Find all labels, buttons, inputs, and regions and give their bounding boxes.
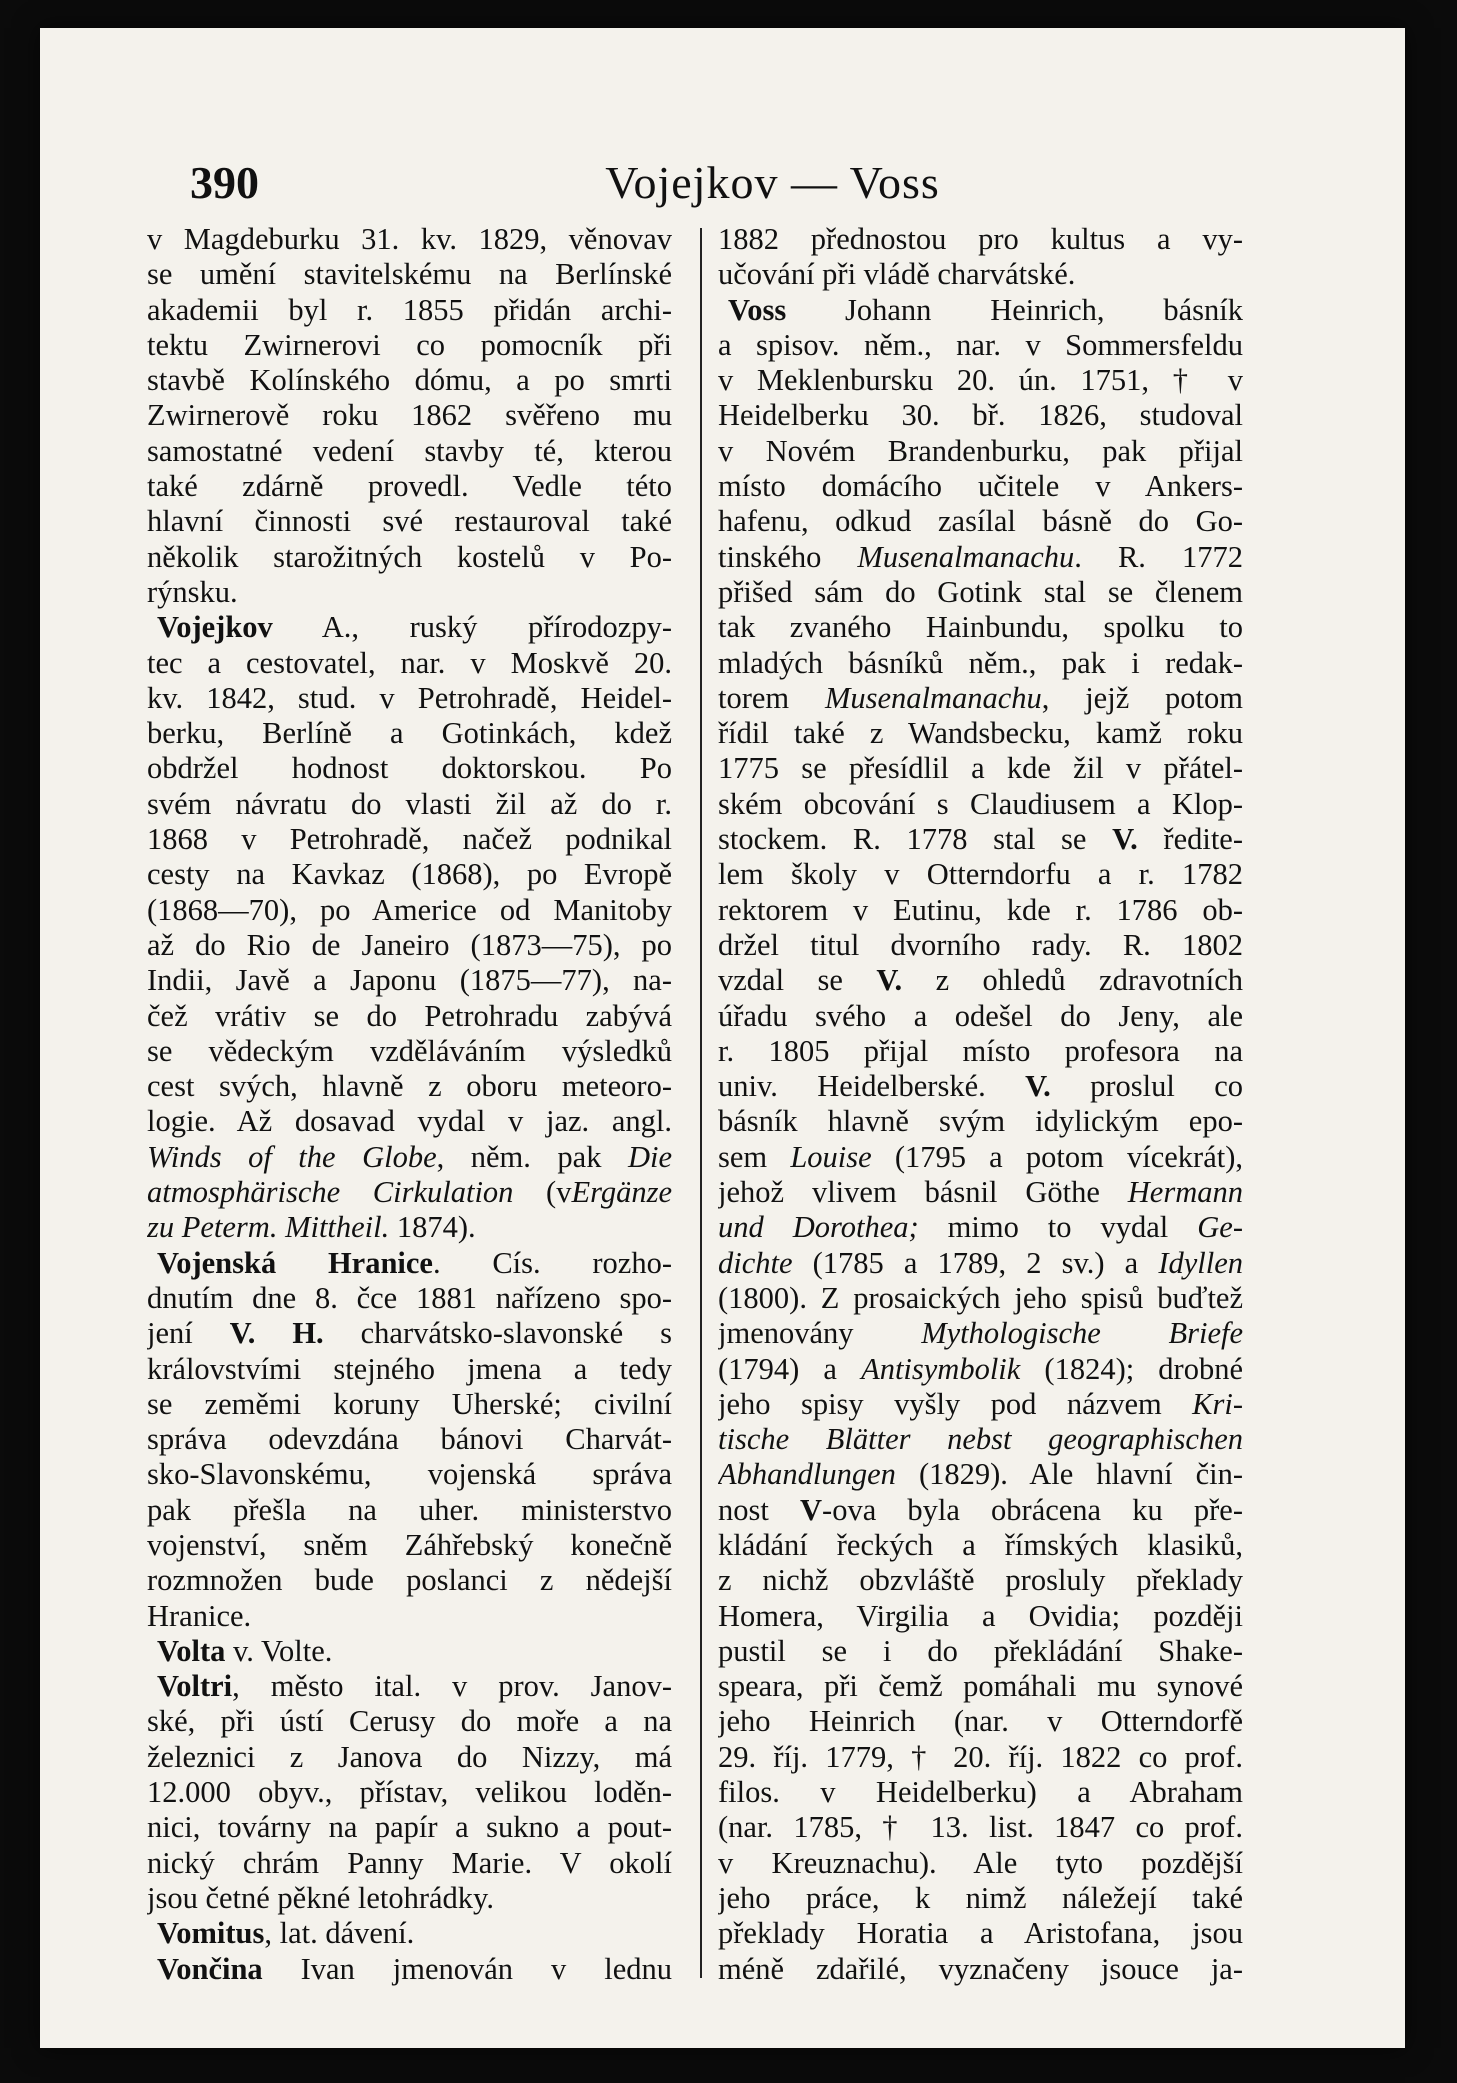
right-column-line: [718, 504, 1243, 539]
right-column-line: [718, 1281, 1243, 1316]
left-column-line: [147, 1104, 672, 1139]
text-run: v Kreuznachu). Ale tyto pozdější: [718, 1845, 1243, 1880]
text-run: stavbě Kolínského dómu, a po smrti: [147, 363, 672, 398]
right-column-line: [718, 1810, 1243, 1845]
right-column-line: [718, 328, 1243, 363]
italic-title: Ge-: [1197, 1210, 1243, 1245]
right-column-line: [718, 1952, 1243, 1987]
text-run: méně zdařilé, vyznačeny jsouce ja-: [718, 1951, 1243, 1986]
entry-headword: V. H.: [229, 1316, 324, 1351]
right-column-line: [718, 1069, 1243, 1104]
italic-title: Winds of the Globe: [147, 1139, 437, 1174]
text-run: (1785 a 1789, 2 sv.) a: [792, 1245, 1159, 1280]
right-column-line: [718, 434, 1243, 469]
text-run: jehož vlivem básnil Göthe: [718, 1175, 1128, 1210]
left-column-line: [147, 575, 672, 610]
left-column-line: [147, 999, 672, 1034]
text-run: rýnsku.: [147, 574, 238, 609]
text-run: torem: [718, 680, 825, 715]
entry-headword: V.: [1025, 1069, 1051, 1104]
right-column-line: [718, 1775, 1243, 1810]
left-column-line: [147, 1387, 672, 1422]
entry-headword: V.: [876, 963, 903, 998]
page-number: 390: [190, 157, 259, 208]
entry-headword: V.: [1112, 822, 1138, 857]
left-column-line: [147, 328, 672, 363]
text-run: nický chrám Panny Marie. V okolí: [147, 1845, 672, 1880]
text-run: správa odevzdána bánovi Charvát-: [147, 1422, 672, 1457]
left-column-line: [147, 1775, 672, 1810]
left-column-line: [147, 1669, 672, 1704]
entry-headword: Voltri: [157, 1669, 233, 1704]
right-column-line: [718, 1210, 1243, 1245]
text-run: železnici z Janova do Nizzy, má: [147, 1739, 672, 1774]
left-column-line: [147, 469, 672, 504]
right-column-line: [718, 1104, 1243, 1139]
text-run: cesty na Kavkaz (1868), po Evropě: [147, 857, 672, 892]
italic-title: Idyllen: [1158, 1245, 1243, 1280]
left-column-line: [147, 540, 672, 575]
right-column-line: [718, 1140, 1243, 1175]
left-column-line: [147, 1810, 672, 1845]
text-run: tinského: [718, 539, 858, 574]
text-run: jeho spisy vyšly pod názvem: [718, 1386, 1193, 1421]
text-run: hlavní činnosti své restauroval také: [147, 504, 672, 539]
text-run: pustil se i do překládání Shake-: [718, 1633, 1243, 1668]
left-column-line: [147, 1528, 672, 1563]
right-column-line: [718, 293, 1243, 328]
entry-headword: Voss: [728, 292, 787, 327]
entry-headword: Vončina: [157, 1951, 263, 1986]
italic-title: Die: [627, 1139, 672, 1174]
right-column-line: [718, 469, 1243, 504]
right-column-line: [718, 999, 1243, 1034]
right-column-line: [718, 646, 1243, 681]
text-run: několik starožitných kostelů v Po-: [147, 539, 672, 574]
text-run: tektu Zwirnerovi co pomocník při: [147, 327, 672, 362]
entry-headword: V: [800, 1492, 823, 1527]
text-run: vzdal se: [718, 963, 877, 998]
italic-title: atmosphärische Cirkulation: [147, 1175, 514, 1210]
text-run: jsou četné pěkné letohrádky.: [147, 1880, 494, 1915]
left-column-line: [147, 1846, 672, 1881]
running-head: Vojejkov — Voss: [605, 157, 940, 208]
left-column-line: [147, 1952, 672, 1987]
text-run: a spisov. něm., nar. v Sommersfeldu: [718, 327, 1243, 362]
right-column-line: [718, 1528, 1243, 1563]
text-run: 1775 se přesídlil a kde žil v přátel-: [718, 751, 1243, 786]
italic-title: Kri-: [1192, 1386, 1243, 1421]
text-run: sko-Slavonskému, vojenská správa: [147, 1457, 672, 1492]
text-run: v Meklenbursku 20. ún. 1751, † v: [718, 363, 1243, 398]
text-run: (1868—70), po Americe od Manitoby: [147, 892, 672, 927]
left-column-line: [147, 857, 672, 892]
text-run: proslul co: [1050, 1069, 1243, 1104]
left-column-line: [147, 1881, 672, 1916]
left-column-line: [147, 1210, 672, 1245]
left-column-line: [147, 1740, 672, 1775]
right-column-line: [718, 1916, 1243, 1951]
text-run: lem školy v Otterndorfu a r. 1782: [718, 857, 1243, 892]
text-run: z nichž obzvláště prosluly překlady: [718, 1563, 1243, 1598]
right-column-line: [718, 575, 1243, 610]
right-column: [718, 222, 1243, 1987]
right-column-line: [718, 1634, 1243, 1669]
text-run: (1829). Ale hlavní čin-: [895, 1457, 1243, 1492]
right-column-line: [718, 1881, 1243, 1916]
right-column-line: [718, 1493, 1243, 1528]
left-column-line: [147, 963, 672, 998]
left-column-line: [147, 893, 672, 928]
text-run: básník hlavně svým idylickým epo-: [718, 1104, 1243, 1139]
entry-headword: Volta: [157, 1633, 226, 1668]
text-run: Homera, Virgilia a Ovidia; později: [718, 1598, 1243, 1633]
text-run: se vědeckým vzděláváním výsledků: [147, 1033, 672, 1068]
italic-title: tische Blätter nebst geographischen: [718, 1422, 1243, 1457]
text-run: vojenství, sněm Záhřebský konečně: [147, 1527, 672, 1562]
text-run: berku, Berlíně a Gotinkách, kdež: [147, 716, 672, 751]
left-column-line: [147, 1634, 672, 1669]
left-column-line: [147, 1316, 672, 1351]
right-column-line: [718, 1246, 1243, 1281]
column-divider: [700, 228, 702, 1978]
text-run: r. 1805 přijal místo profesora na: [718, 1033, 1243, 1068]
left-column-line: [147, 1246, 672, 1281]
right-column-line: [718, 1175, 1243, 1210]
left-column-line: [147, 1563, 672, 1598]
left-column-line: [147, 1493, 672, 1528]
text-run: Heidelberku 30. bř. 1826, studoval: [718, 398, 1243, 433]
italic-title: zu Peterm. Mittheil.: [147, 1210, 390, 1245]
left-column-line: [147, 787, 672, 822]
right-column-line: [718, 1387, 1243, 1422]
text-run: mladých básníků něm., pak i redak-: [718, 645, 1243, 680]
text-run: , jejž potom: [1041, 680, 1243, 715]
text-run: jení: [147, 1316, 230, 1351]
left-column-line: [147, 1457, 672, 1492]
left-column-line: [147, 1916, 672, 1951]
left-column-line: [147, 822, 672, 857]
entry-headword: Vojenská Hranice: [157, 1245, 433, 1280]
text-run: místo domácího učitele v Ankers-: [718, 469, 1243, 504]
text-run: mimo to vydal: [918, 1210, 1198, 1245]
right-column-line: [718, 1669, 1243, 1704]
text-run: až do Rio de Janeiro (1873—75), po: [147, 927, 672, 962]
text-run: logie. Až dosavad vydal v jaz. angl.: [147, 1104, 672, 1139]
italic-title: Hermann: [1127, 1175, 1243, 1210]
right-column-line: [718, 1034, 1243, 1069]
left-column-line: [147, 222, 672, 257]
text-run: čež vrátiv se do Petrohradu zabývá: [147, 998, 672, 1033]
text-run: kv. 1842, stud. v Petrohradě, Heidel-: [147, 680, 672, 715]
text-run: (1824); drobné: [1020, 1351, 1243, 1386]
text-run: sem: [718, 1139, 791, 1174]
left-column-line: [147, 716, 672, 751]
right-column-line: [718, 1316, 1243, 1351]
right-column-line: [718, 822, 1243, 857]
left-column-line: [147, 1352, 672, 1387]
left-column-line: [147, 1704, 672, 1739]
text-run: Ivan jmenován v lednu: [262, 1951, 672, 1986]
left-column-line: [147, 1599, 672, 1634]
text-run: A., ruský přírodozpy-: [272, 610, 672, 645]
text-run: 1882 přednostou pro kultus a vy-: [718, 222, 1243, 256]
text-run: . Cís. rozho-: [432, 1245, 672, 1280]
text-run: držel titul dvorního rady. R. 1802: [718, 927, 1243, 962]
text-run: stockem. R. 1778 stal se: [718, 822, 1113, 857]
text-run: řídil také z Wandsbecku, kamž roku: [718, 716, 1243, 751]
text-run: 29. říj. 1779, † 20. říj. 1822 co prof.: [718, 1739, 1243, 1774]
text-run: Indii, Javě a Japonu (1875—77), na-: [147, 963, 672, 998]
text-run: královstvími stejného jmena a tedy: [147, 1351, 672, 1386]
right-column-line: [718, 363, 1243, 398]
right-column-line: [718, 540, 1243, 575]
left-column-line: [147, 1175, 672, 1210]
text-run: cest svých, hlavně z oboru meteoro-: [147, 1069, 672, 1104]
left-column-line: [147, 1422, 672, 1457]
text-run: nici, továrny na papír a sukno a pout-: [147, 1810, 672, 1845]
right-column-line: [718, 787, 1243, 822]
left-column-line: [147, 751, 672, 786]
left-column-line: [147, 1034, 672, 1069]
text-run: . R. 1772: [1074, 539, 1243, 574]
right-column-line: [718, 963, 1243, 998]
left-column: [147, 222, 672, 1987]
right-column-line: [718, 1457, 1243, 1492]
text-run: (v: [513, 1175, 572, 1210]
text-run: z ohledů zdravotních: [902, 963, 1243, 998]
right-column-line: [718, 1704, 1243, 1739]
left-column-line: [147, 1281, 672, 1316]
page-header: [190, 156, 1355, 216]
text-run: (nar. 1785, † 13. list. 1847 co prof.: [718, 1810, 1243, 1845]
text-run: (1795 a potom vícekrát),: [871, 1139, 1243, 1174]
left-column-line: [147, 434, 672, 469]
text-run: tak zvaného Hainbundu, spolku to: [718, 610, 1243, 645]
text-run: 12.000 obyv., přístav, velikou loděn-: [147, 1775, 672, 1810]
italic-title: Musenalmanachu: [824, 680, 1042, 715]
entry-headword: Vomitus: [157, 1916, 265, 1951]
italic-title: und Dorothea;: [718, 1210, 919, 1245]
italic-title: Mythologische Briefe: [921, 1316, 1243, 1351]
text-run: (1794) a: [718, 1351, 862, 1386]
text-run: dnutím dne 8. čce 1881 nařízeno spo-: [147, 1280, 672, 1315]
text-run: kládání řeckých a římských klasiků,: [718, 1527, 1243, 1562]
text-run: , lat. dávení.: [264, 1916, 415, 1951]
text-run: tec a cestovatel, nar. v Moskvě 20.: [147, 645, 672, 680]
text-run: akademii byl r. 1855 přidán archi-: [147, 292, 672, 327]
italic-title: Musenalmanachu: [857, 539, 1075, 574]
text-run: Zwirnerově roku 1862 svěřeno mu: [147, 398, 672, 433]
right-column-line: [718, 222, 1243, 257]
text-run: se zeměmi koruny Uherské; civilní: [147, 1386, 672, 1421]
italic-title: Louise: [790, 1139, 872, 1174]
italic-title: Ergänze: [571, 1175, 672, 1210]
text-run: jeho práce, k nimž náležejí také: [718, 1880, 1243, 1915]
text-run: filos. v Heidelberku) a Abraham: [718, 1775, 1243, 1810]
text-run: překlady Horatia a Aristofana, jsou: [718, 1916, 1243, 1951]
text-run: -ova byla obrácena ku pře-: [822, 1492, 1243, 1527]
text-run: samostatné vedení stavby té, kterou: [147, 433, 672, 468]
text-run: obdržel hodnost doktorskou. Po: [147, 751, 672, 786]
right-column-line: [718, 1740, 1243, 1775]
text-run: ské, při ústí Cerusy do moře a na: [147, 1704, 672, 1739]
left-column-line: [147, 1069, 672, 1104]
text-run: učování při vládě charvátské.: [718, 257, 1076, 292]
text-run: 1868 v Petrohradě, načež podnikal: [147, 822, 672, 857]
text-run: charvátsko-slavonské s: [323, 1316, 672, 1351]
text-run: rozmnožen bude poslanci z nědejší: [147, 1563, 672, 1598]
text-run: ském obcování s Claudiusem a Klop-: [718, 786, 1243, 821]
text-run: hafenu, odkud zasílal básně do Go-: [718, 504, 1243, 539]
text-run: v. Volte.: [225, 1633, 333, 1668]
right-column-line: [718, 928, 1243, 963]
text-run: v Magdeburku 31. kv. 1829, věnovav: [147, 222, 672, 256]
text-run: 1874).: [389, 1210, 476, 1245]
text-run: univ. Heidelberské.: [718, 1069, 1026, 1104]
left-column-line: [147, 504, 672, 539]
right-column-line: [718, 1846, 1243, 1881]
text-run: v Novém Brandenburku, pak přijal: [718, 433, 1243, 468]
left-column-line: [147, 398, 672, 433]
text-run: Johann Heinrich, básník: [786, 292, 1243, 327]
left-column-line: [147, 363, 672, 398]
text-run: ředite-: [1137, 822, 1243, 857]
text-run: pak přešla na uher. ministerstvo: [147, 1492, 672, 1527]
text-run: (1800). Z prosaických jeho spisů buďtež: [718, 1280, 1243, 1315]
right-column-line: [718, 1599, 1243, 1634]
italic-title: dichte: [718, 1245, 793, 1280]
left-column-line: [147, 257, 672, 292]
right-column-line: [718, 716, 1243, 751]
right-column-line: [718, 398, 1243, 433]
left-column-line: [147, 928, 672, 963]
text-run: Hranice.: [147, 1598, 252, 1633]
entry-headword: Vojejkov: [157, 610, 273, 645]
left-column-line: [147, 293, 672, 328]
text-run: speara, při čemž pomáhali mu synové: [718, 1669, 1243, 1704]
italic-title: Antisymbolik: [861, 1351, 1021, 1386]
text-run: nost: [718, 1492, 800, 1527]
right-column-line: [718, 893, 1243, 928]
right-column-line: [718, 857, 1243, 892]
right-column-line: [718, 751, 1243, 786]
right-column-line: [718, 257, 1243, 292]
right-column-line: [718, 610, 1243, 645]
text-run: , město ital. v prov. Janov-: [232, 1669, 672, 1704]
text-run: také zdárně provedl. Vedle této: [147, 469, 672, 504]
right-column-line: [718, 1422, 1243, 1457]
left-column-line: [147, 681, 672, 716]
text-run: se umění stavitelskému na Berlínské: [147, 257, 672, 292]
right-column-line: [718, 1352, 1243, 1387]
text-run: jmenovány: [718, 1316, 922, 1351]
italic-title: Abhandlungen: [718, 1457, 896, 1492]
right-column-line: [718, 681, 1243, 716]
text-run: úřadu svého a odešel do Jeny, ale: [718, 998, 1243, 1033]
right-column-line: [718, 1563, 1243, 1598]
text-run: přišed sám do Gotink stal se členem: [718, 574, 1243, 609]
text-run: rektorem v Eutinu, kde r. 1786 ob-: [718, 892, 1243, 927]
left-column-line: [147, 646, 672, 681]
text-run: svém návratu do vlasti žil až do r.: [147, 786, 672, 821]
left-column-line: [147, 610, 672, 645]
left-column-line: [147, 1140, 672, 1175]
text-run: jeho Heinrich (nar. v Otterndorfě: [718, 1704, 1243, 1739]
text-run: , něm. pak: [436, 1139, 628, 1174]
